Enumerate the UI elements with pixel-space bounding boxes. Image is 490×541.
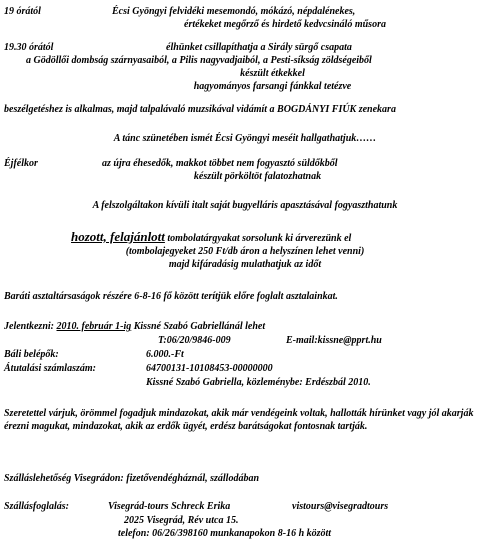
ticket-value: 6.000.-Ft bbox=[146, 349, 184, 360]
music-line: beszélgetéshez is alkalmas, majd talpalávaló muzsikával vidámít a BOGDÁNYI FIÚK zenekara bbox=[4, 104, 396, 115]
account-number: 64700131-10108453-00000000 bbox=[146, 363, 273, 374]
ticket-label: Báli belépők: bbox=[4, 349, 59, 360]
booking-label: Szállásfoglalás: bbox=[4, 501, 70, 512]
raffle-line-b: (tombolajegyeket 250 Ft/db áron a helyszínen lehet venni) bbox=[125, 246, 365, 257]
registration-phone: T:06/20/9846-009 bbox=[158, 335, 231, 346]
accommodation-line: Szálláslehetőség Visegrádon: fizetővendégháznál, szállodában bbox=[4, 473, 260, 484]
raffle-rest: tombolatárgyakat sorsolunk ki árverezünk el bbox=[164, 233, 352, 244]
raffle-highlight: hozott, felajánlott bbox=[71, 229, 165, 244]
booking-phone: telefon: 06/26/398160 munkanapokon 8-16 h között bbox=[118, 528, 332, 539]
schedule-time-2: 19.30 órától bbox=[4, 42, 54, 53]
registration-label: Jelentkezni: bbox=[4, 321, 54, 332]
drinks-line: A felszolgáltakon kívüli italt saját bugyelláris apasztásával fogyaszthatunk bbox=[92, 200, 398, 211]
registration-deadline: 2010. február 1-ig bbox=[56, 321, 132, 332]
schedule-line-1b: értékeket megőrző és hirdető kedvcsináló műsora bbox=[184, 19, 386, 30]
break-line: A tánc szünetében ismét Écsi Gyöngyi meséit hallgathatjuk…… bbox=[113, 133, 377, 144]
registration-line bbox=[4, 320, 265, 333]
booking-agency: Visegrád-tours Schreck Erika bbox=[108, 501, 231, 512]
schedule-line-2c: készült étkekkel bbox=[240, 68, 305, 79]
raffle-line-a bbox=[71, 229, 351, 245]
welcome-text: Szeretettel várjuk, örömmel fogadjuk mindazokat, akik már vendégeink voltak, hallották hírünket vagy jól akarják érezni magukat, mindazokat, akik az erdők ügyét, erdész barátságokat fontosnak tartják. bbox=[4, 408, 474, 432]
schedule-line-1a: Écsi Gyöngyi felvidéki mesemondó, mókázó, népdalénekes, bbox=[112, 6, 356, 17]
midnight-line-b: készült pörköltöt falatozhatnak bbox=[193, 171, 322, 182]
account-label: Átutalási számlaszám: bbox=[4, 363, 96, 374]
booking-address: 2025 Visegrád, Rév utca 15. bbox=[124, 515, 239, 526]
registration-email: E-mail:kissne@pprt.hu bbox=[286, 335, 382, 346]
schedule-line-2d: hagyományos farsangi fánkkal tetézve bbox=[193, 81, 352, 92]
registration-contact: Kissné Szabó Gabriellánál lehet bbox=[131, 321, 266, 332]
account-note: Kissné Szabó Gabriella, közleménybe: Erdészbál 2010. bbox=[146, 377, 371, 388]
raffle-line-c: majd kifáradásig mulathatjuk az időt bbox=[168, 259, 322, 270]
schedule-time-1: 19 órától bbox=[4, 6, 41, 17]
schedule-line-2a: élhünket csillapíthatja a Sirály sürgő csapata bbox=[166, 42, 352, 53]
booking-email: vistours@visegradtours bbox=[292, 501, 389, 512]
tables-line: Baráti asztaltársaságok részére 6-8-16 fő között terítjük előre foglalt asztalainkat. bbox=[4, 291, 338, 302]
midnight-line-a: az újra éhesedők, makkot többet nem fogyasztó süldőkből bbox=[102, 158, 338, 169]
schedule-line-2b: a Gödöllői dombság szárnyasaiból, a Pilis nagyvadjaiból, a Pesti-síkság zöldségeiből bbox=[26, 55, 372, 66]
midnight-time: Éjfélkor bbox=[4, 158, 38, 169]
